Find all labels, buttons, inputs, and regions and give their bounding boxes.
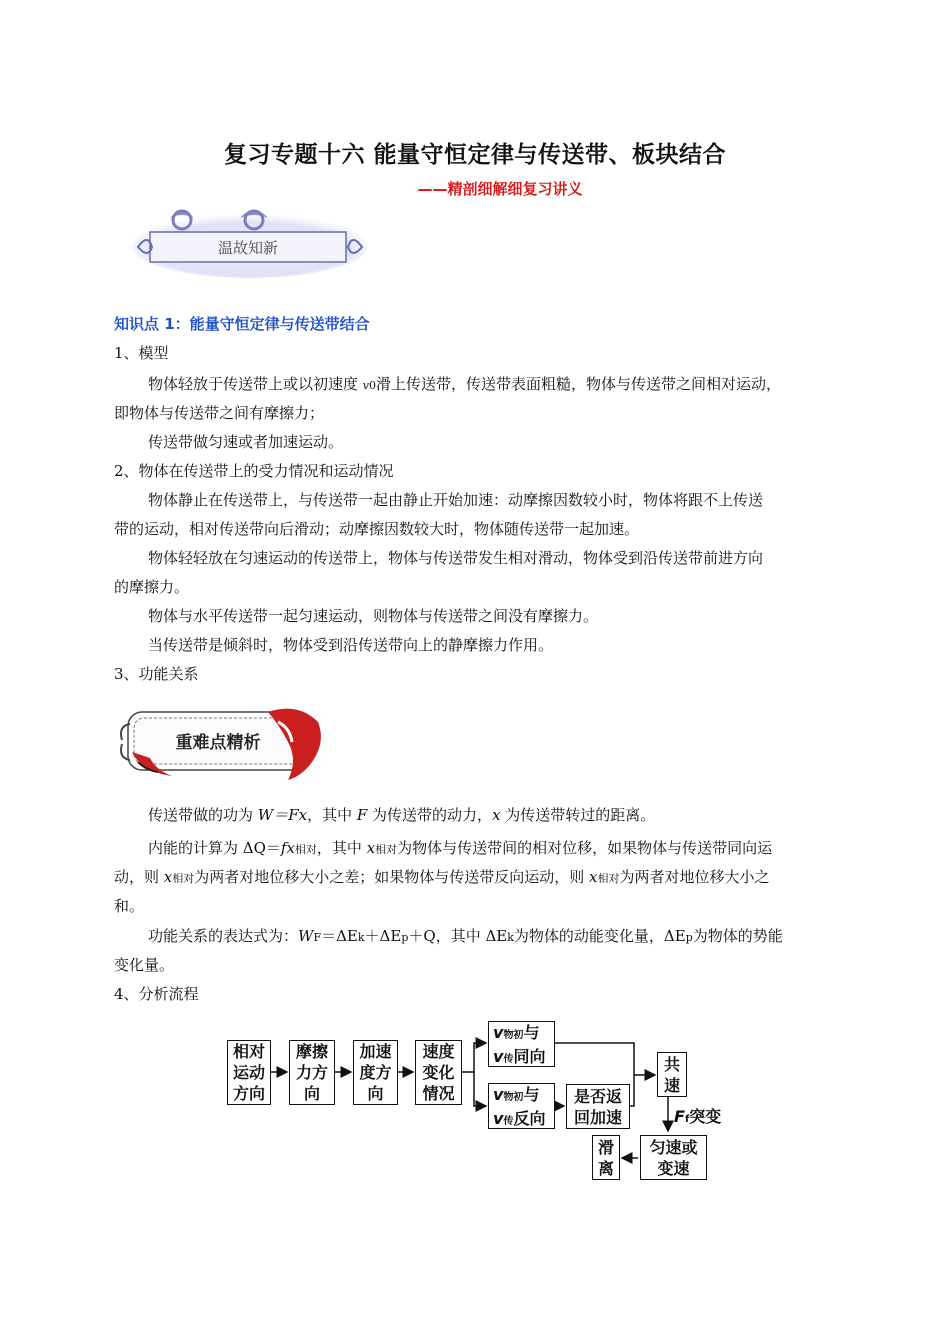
flow-box-common-velocity: 共 速 <box>657 1052 687 1097</box>
flow-box-velocity-change: 速度 变化 情况 <box>415 1040 462 1105</box>
arrow-same-common <box>555 1043 655 1075</box>
flow-label-friction-change: Ff突变 <box>674 1107 722 1126</box>
heading-model: 1、模型 <box>114 344 169 362</box>
flow-box-acceleration-direction: 加速 度方 向 <box>353 1040 398 1105</box>
paragraph-model-2: 传送带做匀速或者加速运动。 <box>148 433 344 451</box>
paragraph-model-1: 物体轻放于传送带上或以初速度 v0滑上传送带，传送带表面粗糙，物体与传送带之间相对运动， <box>148 375 782 393</box>
heading-forces: 2、物体在传送带上的受力情况和运动情况 <box>114 462 394 480</box>
arrow-return-common <box>630 1075 634 1106</box>
flow-box-relative-motion: 相对 运动 方向 <box>227 1040 271 1105</box>
page-title: 复习专题十六 能量守恒定律与传送带、板块结合 <box>223 142 726 168</box>
paragraph-forces-2: 物体轻轻放在匀速运动的传送带上，物体与传送带发生相对滑动，物体受到沿传送带前进方向 <box>148 549 764 567</box>
heading-flow: 4、分析流程 <box>114 985 199 1003</box>
flow-box-opposite-direction: v物初与 v传反向 <box>488 1083 555 1129</box>
heading-energy: 3、功能关系 <box>114 665 199 683</box>
paragraph-forces-4: 当传送带是倾斜时，物体受到沿传送带向上的静摩擦力作用。 <box>148 636 554 654</box>
paragraph-forces-1-cont: 带的运动，相对传送带向后滑动；动摩擦因数较大时，物体随传送带一起加速。 <box>114 520 640 538</box>
review-banner-text: 温故知新 <box>217 239 279 257</box>
flow-box-slide-off: 滑 离 <box>592 1135 620 1180</box>
key-points-banner-text: 重难点精析 <box>175 733 261 753</box>
flow-box-same-direction: v物初与 v传同向 <box>488 1021 555 1067</box>
flow-box-friction-direction: 摩擦 力方 向 <box>289 1040 335 1105</box>
flow-box-return-accelerate: 是否返 回加速 <box>566 1084 630 1129</box>
paragraph-work: 传送带做的功为 W＝Fx，其中 F 为传送带的动力，x 为传送带转过的距离。 <box>148 806 656 824</box>
paragraph-heat-end: 和。 <box>114 897 145 915</box>
paragraph-energy-expr-cont: 变化量。 <box>114 956 175 974</box>
paragraph-heat: 内能的计算为 ΔQ＝fx相对，其中 x相对为物体与传送带间的相对位移，如果物体与传送带同向运 <box>148 839 773 857</box>
paragraph-forces-2-cont: 的摩擦力。 <box>114 578 190 596</box>
paragraph-energy-expr: 功能关系的表达式为：WF＝ΔEk＋ΔEp＋Q，其中 ΔEk为物体的动能变化量，ΔEp为物体的势能 <box>148 927 783 945</box>
arrow-to-same <box>462 1043 486 1072</box>
page-subtitle: ——精剖细解细复习讲义 <box>417 180 583 198</box>
arrow-to-opposite <box>474 1072 486 1106</box>
paragraph-heat-cont: 动，则 x相对为两者对地位移大小之差；如果物体与传送带反向运动，则 x相对为两者对地位移大小之 <box>114 868 770 886</box>
paragraph-model-1-cont: 即物体与传送带之间有摩擦力； <box>114 404 325 422</box>
paragraph-forces-1: 物体静止在传送带上，与传送带一起由静止开始加速：动摩擦因数较小时，物体将跟不上传送 <box>148 491 764 509</box>
paragraph-forces-3: 物体与水平传送带一起匀速运动，则物体与传送带之间没有摩擦力。 <box>148 607 599 625</box>
section-title-1: 知识点 1：能量守恒定律与传送带结合 <box>114 315 370 333</box>
flow-box-uniform-or-variable: 匀速或 变速 <box>640 1135 707 1180</box>
